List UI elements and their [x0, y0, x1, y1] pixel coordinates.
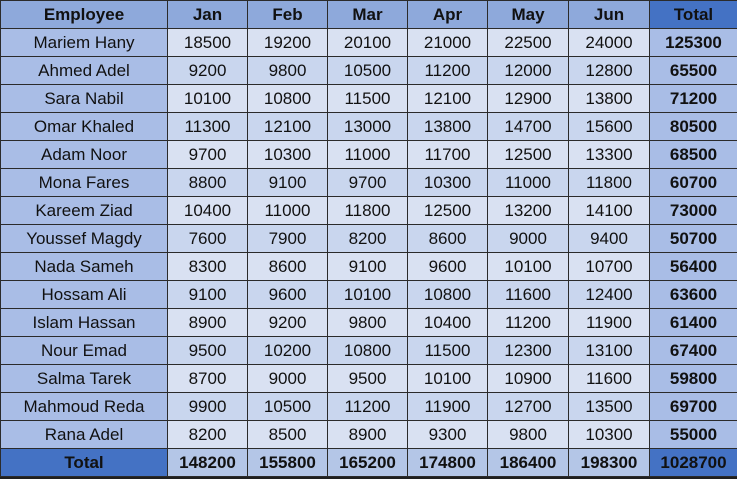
jun-value-cell[interactable]: 13500 — [569, 393, 650, 421]
totals-label[interactable]: Total — [1, 449, 168, 477]
employee-name-cell[interactable]: Kareem Ziad — [1, 197, 168, 225]
jan-value-cell[interactable]: 8700 — [168, 365, 248, 393]
row-total-cell[interactable]: 67400 — [650, 337, 737, 365]
row-total-cell[interactable]: 69700 — [650, 393, 737, 421]
may-value-cell[interactable]: 12300 — [488, 337, 569, 365]
may-value-cell[interactable]: 22500 — [488, 29, 569, 57]
employee-name-cell[interactable]: Rana Adel — [1, 421, 168, 449]
table-row — [1, 29, 737, 57]
jan-value-cell[interactable]: 18500 — [168, 29, 248, 57]
feb-value-cell[interactable]: 9200 — [248, 309, 328, 337]
mar-value-cell[interactable]: 9500 — [328, 365, 408, 393]
employee-name-cell[interactable]: Omar Khaled — [1, 113, 168, 141]
table-row — [1, 197, 737, 225]
row-total-cell[interactable]: 50700 — [650, 225, 737, 253]
apr-value-cell[interactable]: 10400 — [408, 309, 488, 337]
jun-value-cell[interactable]: 15600 — [569, 113, 650, 141]
row-total-cell[interactable]: 63600 — [650, 281, 737, 309]
employee-name-cell[interactable]: Mahmoud Reda — [1, 393, 168, 421]
table-row — [1, 337, 737, 365]
apr-value-cell[interactable]: 10300 — [408, 169, 488, 197]
apr-value-cell[interactable]: 11200 — [408, 57, 488, 85]
employee-name-cell[interactable]: Hossam Ali — [1, 281, 168, 309]
totals-mar[interactable]: 165200 — [328, 449, 408, 477]
table-row — [1, 57, 737, 85]
mar-value-cell[interactable]: 10800 — [328, 337, 408, 365]
apr-value-cell[interactable]: 11500 — [408, 337, 488, 365]
totals-jun[interactable]: 198300 — [569, 449, 650, 477]
table-row — [1, 393, 737, 421]
jun-value-cell[interactable]: 13300 — [569, 141, 650, 169]
feb-value-cell[interactable]: 9000 — [248, 365, 328, 393]
jan-value-cell[interactable]: 9200 — [168, 57, 248, 85]
header-jan[interactable]: Jan — [168, 1, 248, 29]
employee-name-cell[interactable]: Mariem Hany — [1, 29, 168, 57]
row-total-cell[interactable]: 65500 — [650, 57, 737, 85]
row-total-cell[interactable]: 68500 — [650, 141, 737, 169]
jun-value-cell[interactable]: 10300 — [569, 421, 650, 449]
may-value-cell[interactable]: 14700 — [488, 113, 569, 141]
jun-value-cell[interactable]: 13100 — [569, 337, 650, 365]
table-row — [1, 113, 737, 141]
sheet-bottom-edge — [0, 479, 737, 485]
employee-name-cell[interactable]: Ahmed Adel — [1, 57, 168, 85]
header-total[interactable]: Total — [650, 1, 737, 29]
header-mar[interactable]: Mar — [328, 1, 408, 29]
row-total-cell[interactable]: 73000 — [650, 197, 737, 225]
row-total-cell[interactable]: 61400 — [650, 309, 737, 337]
employee-name-cell[interactable]: Nour Emad — [1, 337, 168, 365]
employee-name-cell[interactable]: Islam Hassan — [1, 309, 168, 337]
mar-value-cell[interactable]: 9100 — [328, 253, 408, 281]
feb-value-cell[interactable]: 8500 — [248, 421, 328, 449]
mar-value-cell[interactable]: 10100 — [328, 281, 408, 309]
feb-value-cell[interactable]: 10500 — [248, 393, 328, 421]
jan-value-cell[interactable]: 9900 — [168, 393, 248, 421]
mar-value-cell[interactable]: 8900 — [328, 421, 408, 449]
apr-value-cell[interactable]: 12100 — [408, 85, 488, 113]
feb-value-cell[interactable]: 10300 — [248, 141, 328, 169]
may-value-cell[interactable]: 12000 — [488, 57, 569, 85]
feb-value-cell[interactable]: 10200 — [248, 337, 328, 365]
apr-value-cell[interactable]: 12500 — [408, 197, 488, 225]
row-total-cell[interactable]: 55000 — [650, 421, 737, 449]
row-total-cell[interactable]: 56400 — [650, 253, 737, 281]
feb-value-cell[interactable]: 8600 — [248, 253, 328, 281]
mar-value-cell[interactable]: 8200 — [328, 225, 408, 253]
table-row — [1, 421, 737, 449]
jan-value-cell[interactable]: 10100 — [168, 85, 248, 113]
jun-value-cell[interactable]: 11800 — [569, 169, 650, 197]
employee-name-cell[interactable]: Youssef Magdy — [1, 225, 168, 253]
apr-value-cell[interactable]: 8600 — [408, 225, 488, 253]
totals-apr[interactable]: 174800 — [408, 449, 488, 477]
may-value-cell[interactable]: 11200 — [488, 309, 569, 337]
totals-jan[interactable]: 148200 — [168, 449, 248, 477]
may-value-cell[interactable]: 11000 — [488, 169, 569, 197]
table-row — [1, 141, 737, 169]
apr-value-cell[interactable]: 11900 — [408, 393, 488, 421]
mar-value-cell[interactable]: 11800 — [328, 197, 408, 225]
feb-value-cell[interactable]: 9100 — [248, 169, 328, 197]
feb-value-cell[interactable]: 10800 — [248, 85, 328, 113]
mar-value-cell[interactable]: 11500 — [328, 85, 408, 113]
may-value-cell[interactable]: 9000 — [488, 225, 569, 253]
apr-value-cell[interactable]: 11700 — [408, 141, 488, 169]
jan-value-cell[interactable]: 10400 — [168, 197, 248, 225]
may-value-cell[interactable]: 11600 — [488, 281, 569, 309]
jun-value-cell[interactable]: 10700 — [569, 253, 650, 281]
may-value-cell[interactable]: 12900 — [488, 85, 569, 113]
feb-value-cell[interactable]: 9600 — [248, 281, 328, 309]
apr-value-cell[interactable]: 10800 — [408, 281, 488, 309]
jun-value-cell[interactable]: 11900 — [569, 309, 650, 337]
mar-value-cell[interactable]: 11200 — [328, 393, 408, 421]
table-row — [1, 309, 737, 337]
jan-value-cell[interactable]: 9500 — [168, 337, 248, 365]
totals-feb[interactable]: 155800 — [248, 449, 328, 477]
employee-name-cell[interactable]: Nada Sameh — [1, 253, 168, 281]
jan-value-cell[interactable]: 9700 — [168, 141, 248, 169]
jun-value-cell[interactable]: 12400 — [569, 281, 650, 309]
feb-value-cell[interactable]: 19200 — [248, 29, 328, 57]
table-row — [1, 85, 737, 113]
jan-value-cell[interactable]: 8300 — [168, 253, 248, 281]
employee-name-cell[interactable]: Adam Noor — [1, 141, 168, 169]
jun-value-cell[interactable]: 12800 — [569, 57, 650, 85]
apr-value-cell[interactable]: 13800 — [408, 113, 488, 141]
jun-value-cell[interactable]: 13800 — [569, 85, 650, 113]
row-total-cell[interactable]: 59800 — [650, 365, 737, 393]
jan-value-cell[interactable]: 9100 — [168, 281, 248, 309]
jan-value-cell[interactable]: 8800 — [168, 169, 248, 197]
header-apr[interactable]: Apr — [408, 1, 488, 29]
feb-value-cell[interactable]: 7900 — [248, 225, 328, 253]
table-body — [1, 29, 737, 449]
jan-value-cell[interactable]: 8900 — [168, 309, 248, 337]
jan-value-cell[interactable]: 11300 — [168, 113, 248, 141]
may-value-cell[interactable]: 10100 — [488, 253, 569, 281]
employee-name-cell[interactable]: Salma Tarek — [1, 365, 168, 393]
jan-value-cell[interactable]: 8200 — [168, 421, 248, 449]
mar-value-cell[interactable]: 11000 — [328, 141, 408, 169]
mar-value-cell[interactable]: 10500 — [328, 57, 408, 85]
apr-value-cell[interactable]: 9600 — [408, 253, 488, 281]
table-row — [1, 365, 737, 393]
header-employee[interactable]: Employee — [1, 1, 168, 29]
mar-value-cell[interactable]: 9800 — [328, 309, 408, 337]
employee-name-cell[interactable]: Sara Nabil — [1, 85, 168, 113]
apr-value-cell[interactable]: 9300 — [408, 421, 488, 449]
may-value-cell[interactable]: 12700 — [488, 393, 569, 421]
table-row — [1, 169, 737, 197]
header-may[interactable]: May — [488, 1, 569, 29]
employee-name-cell[interactable]: Mona Fares — [1, 169, 168, 197]
apr-value-cell[interactable]: 10100 — [408, 365, 488, 393]
mar-value-cell[interactable]: 13000 — [328, 113, 408, 141]
row-total-cell[interactable]: 80500 — [650, 113, 737, 141]
row-total-cell[interactable]: 60700 — [650, 169, 737, 197]
totals-row — [1, 449, 737, 477]
apr-value-cell[interactable]: 21000 — [408, 29, 488, 57]
feb-value-cell[interactable]: 9800 — [248, 57, 328, 85]
may-value-cell[interactable]: 13200 — [488, 197, 569, 225]
mar-value-cell[interactable]: 9700 — [328, 169, 408, 197]
table-row — [1, 253, 737, 281]
header-row — [1, 1, 737, 29]
jun-value-cell[interactable]: 9400 — [569, 225, 650, 253]
jan-value-cell[interactable]: 7600 — [168, 225, 248, 253]
may-value-cell[interactable]: 9800 — [488, 421, 569, 449]
jun-value-cell[interactable]: 14100 — [569, 197, 650, 225]
may-value-cell[interactable]: 12500 — [488, 141, 569, 169]
mar-value-cell[interactable]: 20100 — [328, 29, 408, 57]
jun-value-cell[interactable]: 24000 — [569, 29, 650, 57]
jun-value-cell[interactable]: 11600 — [569, 365, 650, 393]
table-row — [1, 225, 737, 253]
feb-value-cell[interactable]: 11000 — [248, 197, 328, 225]
table-row — [1, 281, 737, 309]
row-total-cell[interactable]: 125300 — [650, 29, 737, 57]
may-value-cell[interactable]: 10900 — [488, 365, 569, 393]
totals-may[interactable]: 186400 — [488, 449, 569, 477]
feb-value-cell[interactable]: 12100 — [248, 113, 328, 141]
header-jun[interactable]: Jun — [569, 1, 650, 29]
grand-total[interactable]: 1028700 — [650, 449, 737, 477]
row-total-cell[interactable]: 71200 — [650, 85, 737, 113]
header-feb[interactable]: Feb — [248, 1, 328, 29]
